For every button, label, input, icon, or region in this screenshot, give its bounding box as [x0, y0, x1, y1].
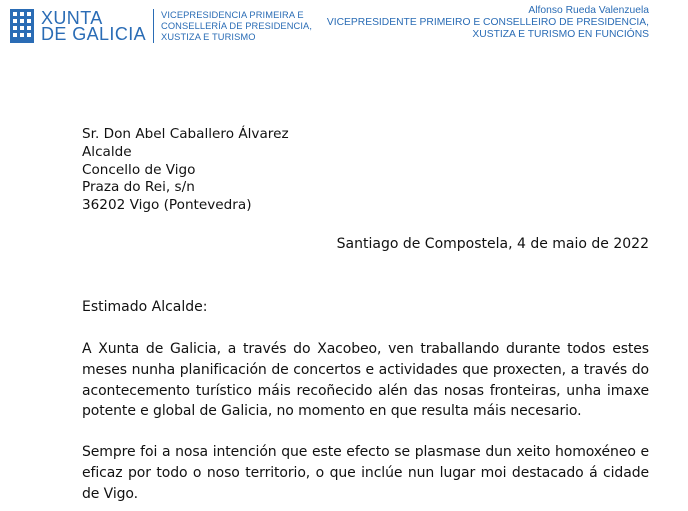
wordmark-line-1: XUNTA — [41, 8, 103, 28]
recipient-address — [82, 126, 649, 215]
signatory-title-line-2: XUSTIZA E TURISMO EN FUNCIÓNS — [472, 29, 649, 41]
recipient-position: Alcalde — [82, 143, 132, 160]
xunta-emblem-icon — [10, 9, 34, 43]
recipient-name: Sr. Don Abel Caballero Álvarez — [82, 126, 289, 142]
body-paragraph-2: Sempre foi a nosa intención que este efecto se plasmase dun xeito homoxéneo e eficaz por todo o noso territorio, o que inclúe nun lugar moi destacado á cidade de Vigo. — [82, 444, 649, 502]
signatory-name: Alfonso Rueda Valenzuela — [528, 5, 649, 16]
signatory-title-line-1: VICEPRESIDENTE PRIMEIRO E CONSELLEIRO DE PRESIDENCIA, — [326, 17, 649, 29]
salutation: Estimado Alcalde: — [82, 299, 208, 315]
xunta-wordmark — [41, 10, 146, 42]
letter-date: Santiago de Compostela, 4 de maio de 2022 — [336, 236, 649, 252]
department-line-3: XUSTIZA E TURISMO — [161, 31, 256, 42]
recipient-organization: Concello de Vigo — [82, 161, 196, 178]
department-line-2: CONSELLERÍA DE PRESIDENCIA, — [161, 20, 313, 31]
xunta-brand-header — [10, 9, 312, 43]
wordmark-line-2: DE GALICIA — [41, 24, 147, 44]
header-divider — [153, 9, 154, 43]
department-name — [161, 10, 312, 42]
signatory-block — [327, 5, 649, 42]
recipient-postal-city: 36202 Vigo (Pontevedra) — [82, 197, 252, 214]
body-paragraph-1: A Xunta de Galicia, a través do Xacobeo, ven traballando durante todos estes meses nunha planificación de concertos e actividades que proxecten, a través do acontecemento turístico máis recoñecido alén das nosas fronteiras, unha imaxe potente e global de Galicia, no momento en que resulta máis necesario. — [82, 341, 649, 420]
recipient-street: Praza do Rei, s/n — [82, 179, 195, 196]
department-line-1: VICEPRESIDENCIA PRIMEIRA E — [161, 10, 304, 20]
